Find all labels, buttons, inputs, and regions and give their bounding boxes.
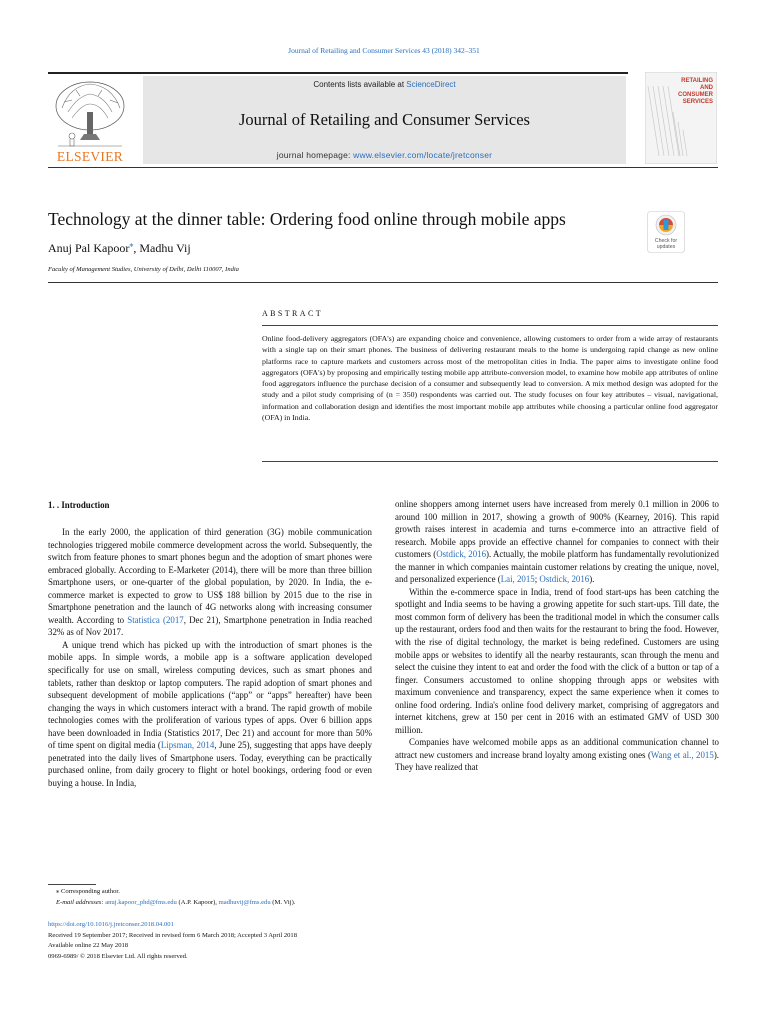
corresponding-author-mark[interactable]: ⁎: [129, 240, 134, 249]
paragraph-text: ).: [589, 574, 595, 585]
cover-title-line-3: CONSUMER: [677, 92, 713, 98]
reference-link[interactable]: Lipsman, 2014: [160, 740, 215, 751]
header-rule: [48, 72, 628, 74]
body-column-right: [395, 498, 719, 774]
crossmark-line-2: updates: [656, 244, 676, 250]
reference-link[interactable]: Ostdick, 2016: [539, 574, 590, 585]
footnotes: [56, 887, 295, 908]
email-link-1[interactable]: anuj.kapoor_phd@fms.edu: [105, 898, 177, 906]
sciencedirect-link[interactable]: ScienceDirect: [406, 80, 456, 89]
homepage-prefix: journal homepage:: [276, 150, 354, 160]
elsevier-wordmark: ELSEVIER: [56, 149, 124, 164]
journal-homepage: [143, 150, 626, 160]
abstract-text: Online food-delivery aggregators (OFA's) are expanding choice and convenience, allowing customers to order from a wide array of restaurants with a single tap on their smart phones. The business of delivering restaurant meals to the home is undergoing rapid change as new online platforms race to capture markets and customers across most of the metropolitan cities in India. The paper aims to investigate online food aggregators (OFA's) by proposing and empirically testing mobile app attribute-conversion model, to examine how mobile app attributes of online food aggregators influence the purchase decision of a consumer and subsequently lead to conversion. A mix method design was adopted for the study and a pilot study comprising of (n = 350) respondents was carried out. The study focuses on four key attributes – visual, navigational, information and collaboration design and identifies the most important mobile app attributes while choosing a particular online food aggregator (OFA) in India.: [262, 334, 718, 423]
doi-link[interactable]: https://doi.org/10.1016/j.jretconser.2018.04.001: [48, 921, 174, 928]
paragraph-text: ). Actually, the mobile platform has fundamentally revolutionized the manner in which companies maintain customer relations by creating the unique, novel, and personalized experience (: [395, 549, 719, 585]
paragraph-text: ;: [534, 574, 540, 585]
journal-cover-image: [645, 72, 717, 164]
email-addresses: [56, 898, 295, 909]
contents-prefix: Contents lists available at: [313, 80, 407, 89]
author-2[interactable]: Madhu Vij: [139, 241, 191, 255]
paragraph: [395, 736, 719, 774]
author-affiliation: Faculty of Management Studies, University of Delhi, Delhi 110007, India: [48, 266, 239, 273]
reference-link[interactable]: Wang et al., 2015: [650, 749, 714, 760]
crossmark-line-1: Check for: [654, 238, 678, 244]
paragraph-text: Companies have welcomed mobile apps as an additional communication channel to attract new customers and increase brand loyalty among existing ones (: [395, 737, 719, 760]
email-label: E-mail addresses:: [56, 898, 106, 906]
paragraph: [395, 498, 719, 586]
section-heading-introduction: 1. . Introduction: [48, 500, 110, 510]
paragraph-text: , June 25), suggesting that apps have deeply penetrated into the daily lives of Smartphone users. Today, everything can be practically purchased online, from daily grocery to flight or hotel bookings, ordering food or even buying a house. In India,: [48, 740, 372, 788]
reference-link[interactable]: Statistica (2017: [127, 614, 184, 625]
abstract-rule-bottom: [262, 461, 718, 462]
cover-title-line-4: SERVICES: [682, 99, 713, 105]
body-column-left: [48, 526, 372, 789]
received-dates: Received 19 September 2017; Received in revised form 6 March 2018; Accepted 3 April 2018: [48, 931, 298, 939]
author-list: [48, 240, 191, 256]
footnote-rule: [48, 884, 96, 885]
journal-cover-thumbnail[interactable]: [645, 72, 717, 164]
check-for-updates-badge[interactable]: [647, 211, 685, 253]
paragraph-text: In the early 2000, the application of third generation (3G) mobile communication technologies triggered mobile commerce development across the world. Subsequently, the switch from feature phones to smart phones begun and the adoption of smart phones were embraced globally. According to E-Marketer (2014), there will be more than three billion Smartphone users, or one-quarter of the global population, by 2020. In India, the e-commerce market is expected to grow to US$ 188 billion by 2015 due to the rise in Smartphone penetration and the launch of 4G networks along with increasing consumer wealth. According to: [48, 527, 372, 625]
abstract-heading: ABSTRACT: [262, 309, 323, 318]
email-suffix-2: (M. Vij).: [270, 898, 296, 906]
paragraph: [48, 526, 372, 639]
homepage-link[interactable]: www.elsevier.com/locate/jretconser: [353, 150, 493, 160]
paragraph-text: online shoppers among internet users have increased from merely 0.1 million in 2006 to around 100 million in 2017, showing a growth of 900% (Kearney, 2016). This rapid growth raises interest in academia and turns e-commerce into an attractive field of research. Mobile apps provide an effective channel for companies to connect with their customers (: [395, 499, 719, 560]
article-info-footer: [48, 920, 297, 962]
affiliation-rule: [48, 282, 718, 283]
paragraph-text: A unique trend which has picked up with the introduction of smart phones is the mobile apps. In simple words, a mobile app is a software application developed specifically for use on small, wireless computing devices, such as smart phones and tablets, rather than desktop or laptop computers. The rapid adoption of smart phones and subsequent development of mobile applications (“app” or “apps” hereafter) have been changing the ways in which customers interact with a brand. The rapid growth of mobile technologies comes with the proliferation of various types of apps. Over 6 billion apps have been downloaded in India (Statistics 2017, Dec 21) and account for more than 50% of time spent on digital media (: [48, 639, 372, 751]
elsevier-logo[interactable]: [50, 78, 130, 164]
journal-citation-link[interactable]: Journal of Retailing and Consumer Services 43 (2018) 342–351: [288, 46, 480, 55]
abstract-rule-top: [262, 325, 718, 326]
paragraph-text: ). They have realized that: [395, 749, 719, 773]
paragraph: Within the e-commerce space in India, trend of food start-ups has been catching the spotlight and India seems to be having a growing appetite for such start-ups. Till date, the most common form of delivery has been the traditional model in which the consumer calls up the restaurant, orders food and then waits for the restaurant to bring the food. However, with the rise of digital technology, the market is being redefined. Customers are using mobile apps or websites to identify all the nearby restaurants, scan through the menu and select the cuisine they intent to eat and order the food with the click of a button or tap of a finger. Consumers accustomed to online shopping through apps or websites with maximum convenience and transparency, expect the same experience when it comes to online food ordering. India's online food delivery market, comprising of aggregators and internet kitchens, grew at 150 per cent in 2016 with an estimated GMV of USD 300 million.: [395, 586, 719, 735]
paper-title: Technology at the dinner table: Ordering food online through mobile apps: [48, 209, 566, 229]
copyright-notice: 0969-6989/ © 2018 Elsevier Ltd. All rights reserved.: [48, 952, 188, 960]
cover-title-line-2: AND: [700, 85, 713, 91]
reference-link[interactable]: Lai, 2015: [500, 574, 535, 585]
cover-title-line-1: RETAILING: [681, 78, 713, 84]
author-1[interactable]: Anuj Pal Kapoor: [48, 241, 130, 255]
crossmark-icon: [647, 211, 685, 253]
journal-banner: [143, 76, 626, 164]
journal-title[interactable]: Journal of Retailing and Consumer Services: [239, 110, 530, 129]
paragraph: [48, 639, 372, 790]
banner-rule: [48, 167, 718, 168]
paragraph-text: , Dec 21), Smartphone penetration in India reached 32% as of Nov 2017.: [48, 614, 373, 638]
corresponding-author-note: ⁎ Corresponding author.: [56, 888, 120, 895]
elsevier-tree-icon: [50, 78, 130, 164]
email-suffix-1: (A.P. Kapoor),: [176, 898, 219, 906]
author-separator: ,: [133, 241, 140, 255]
reference-link[interactable]: Ostdick, 2016: [436, 549, 487, 560]
email-link-2[interactable]: madhuvij@fms.edu: [218, 898, 271, 906]
contents-availability: [143, 80, 626, 89]
available-online-date: Available online 22 May 2018: [48, 942, 129, 949]
